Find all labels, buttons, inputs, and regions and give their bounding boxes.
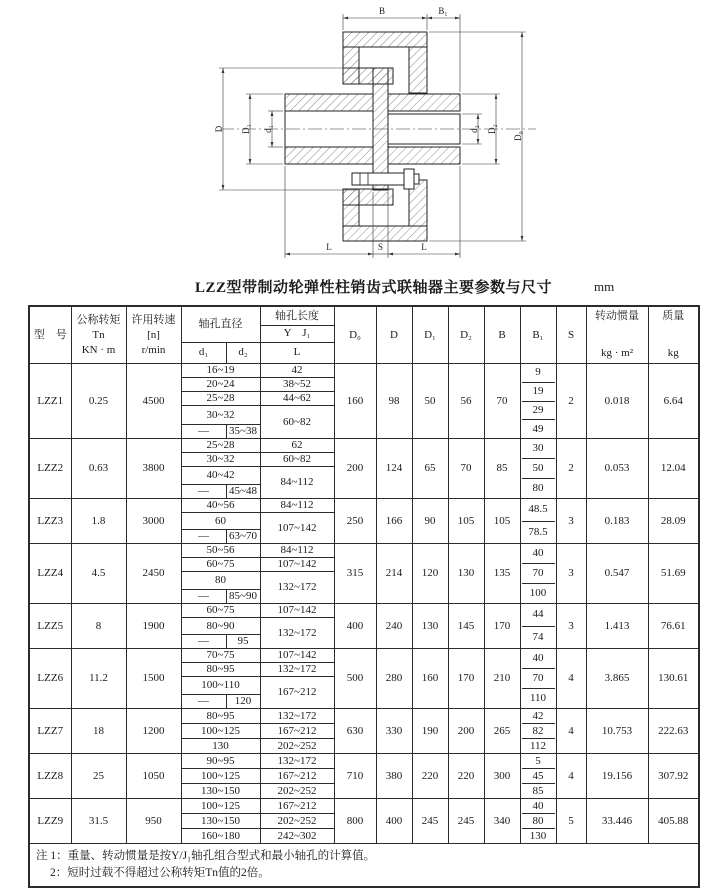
bore-range-cell: 130~150 (181, 784, 260, 799)
bore-range-cell: 20~24 (181, 378, 260, 392)
B-cell: 340 (484, 799, 520, 844)
B1-values-cell (520, 709, 556, 754)
S-cell: 3 (556, 604, 586, 649)
B1-values-cell (520, 604, 556, 649)
B-cell: 85 (484, 439, 520, 499)
D0-cell: 500 (334, 649, 376, 709)
length-cell: 107~142 (260, 604, 334, 618)
B1-value: 45 (522, 769, 555, 784)
inertia-cell: 3.865 (586, 649, 648, 709)
inertia-cell: 0.018 (586, 364, 648, 439)
B1-value: 40 (522, 649, 555, 669)
bore-range-cell: 100~125 (181, 724, 260, 739)
table-row (29, 544, 699, 558)
D2-cell: 130 (448, 544, 484, 604)
note-2: 2：短时过载不得超过公称转矩Tn值的2倍。 (50, 867, 270, 879)
B-cell: 105 (484, 499, 520, 544)
B1-value: 85 (532, 784, 544, 797)
bore-range-cell: 80~95 (181, 709, 260, 724)
D-cell: 214 (376, 544, 412, 604)
length-cell: 167~212 (260, 799, 334, 814)
speed-cell: 3000 (126, 499, 181, 544)
bore-range-cell: 130 (181, 739, 260, 754)
drum-rim-top (343, 32, 427, 47)
D-cell: 240 (376, 604, 412, 649)
header-D1: D₁ (412, 306, 448, 364)
page-title: LZZ型带制动轮弹性柱销齿式联轴器主要参数与尺寸 (195, 280, 553, 296)
speed-cell: 3800 (126, 439, 181, 499)
mass-cell: 130.61 (648, 649, 699, 709)
bore-range-cell: 80~95 (181, 663, 260, 677)
drum-wall-right-top (409, 47, 427, 93)
header-d1: d₁ (181, 342, 226, 363)
bore-range-cell: 60~75 (181, 604, 260, 618)
B1-value: 30 (522, 439, 555, 459)
speed-cell: 1200 (126, 709, 181, 754)
model-cell: LZZ1 (29, 364, 71, 439)
length-cell: 167~212 (260, 677, 334, 709)
bore-range-cell: 160~180 (181, 829, 260, 844)
D1-cell: 160 (412, 649, 448, 709)
length-cell: 202~252 (260, 784, 334, 799)
length-cell: 107~142 (260, 558, 334, 572)
pin-end (414, 174, 419, 184)
length-cell: 107~142 (260, 513, 334, 544)
mass-cell: 222.63 (648, 709, 699, 754)
model-cell: LZZ3 (29, 499, 71, 544)
B-cell: 210 (484, 649, 520, 709)
D0-cell: 200 (334, 439, 376, 499)
dim-label-b1: B₁ (438, 6, 448, 16)
header-inertia: 转动惯量 kg · m² (586, 306, 648, 364)
D2-cell: 105 (448, 499, 484, 544)
inertia-cell: 0.547 (586, 544, 648, 604)
B1-value: 42 (522, 709, 555, 724)
D1-cell: 220 (412, 754, 448, 799)
B1-value: 70 (522, 669, 555, 689)
torque-cell: 8 (71, 604, 126, 649)
dim-label-d1-cap: D₁ (241, 124, 251, 134)
length-cell: 167~212 (260, 769, 334, 784)
bore-range-cell: 40~56 (181, 499, 260, 513)
B1-value: 112 (529, 739, 547, 752)
torque-cell: 25 (71, 754, 126, 799)
B1-value: 78.5 (528, 525, 548, 538)
bore-range-cell: 80 (181, 572, 260, 590)
B1-value: 74 (532, 630, 544, 643)
bore-range-cell: 100~125 (181, 799, 260, 814)
S-cell: 5 (556, 799, 586, 844)
S-cell: 3 (556, 499, 586, 544)
header-d2: d₂ (226, 342, 260, 363)
torque-cell: 11.2 (71, 649, 126, 709)
torque-cell: 1.8 (71, 499, 126, 544)
speed-cell: 1500 (126, 649, 181, 709)
D0-cell: 315 (334, 544, 376, 604)
bore-range-cell: 60~75 (181, 558, 260, 572)
B1-value: 70 (522, 564, 555, 584)
D1-cell: 90 (412, 499, 448, 544)
D1-cell: 65 (412, 439, 448, 499)
length-cell: 132~172 (260, 709, 334, 724)
header-model: 型 号 (29, 306, 71, 364)
header-mass: 质量 kg (648, 306, 699, 364)
title-row (0, 276, 726, 302)
bore-range-cell: 30~32 (181, 406, 260, 425)
D1-cell: 50 (412, 364, 448, 439)
D2-cell: 200 (448, 709, 484, 754)
B1-values-cell (520, 799, 556, 844)
flange-web (373, 68, 388, 190)
speed-cell: 1050 (126, 754, 181, 799)
speed-cell: 2450 (126, 544, 181, 604)
B1-value: 80 (522, 814, 555, 829)
torque-cell: 4.5 (71, 544, 126, 604)
mass-cell: 307.92 (648, 754, 699, 799)
B1-value: 49 (532, 422, 544, 435)
D-cell: 124 (376, 439, 412, 499)
coupling-section-drawing (210, 4, 546, 272)
bore-d1-cell: — (181, 695, 226, 709)
header-bore-length: 轴孔长度 (260, 306, 334, 326)
D0-cell: 630 (334, 709, 376, 754)
dim-label-d2-cap: D₂ (487, 124, 497, 134)
length-cell: 132~172 (260, 663, 334, 677)
length-cell: 62 (260, 439, 334, 453)
B-cell: 135 (484, 544, 520, 604)
table-row (29, 709, 699, 724)
table-row (29, 754, 699, 769)
mass-cell: 6.64 (648, 364, 699, 439)
left-hub-top (285, 94, 373, 111)
bore-d1-cell: — (181, 530, 226, 544)
B1-value: 50 (522, 459, 555, 479)
inertia-cell: 0.053 (586, 439, 648, 499)
dim-label-l-right: L (421, 242, 427, 252)
model-cell: LZZ5 (29, 604, 71, 649)
S-cell: 2 (556, 364, 586, 439)
dim-label-d0: D₀ (513, 131, 523, 141)
right-hub-bottom (388, 147, 460, 164)
B1-value: 5 (522, 754, 555, 769)
length-cell: 60~82 (260, 453, 334, 467)
B1-value: 48.5 (522, 499, 555, 522)
mass-cell: 51.69 (648, 544, 699, 604)
D0-cell: 800 (334, 799, 376, 844)
D-cell: 280 (376, 649, 412, 709)
speed-cell: 1900 (126, 604, 181, 649)
bore-range-cell: 90~95 (181, 754, 260, 769)
B1-value: 40 (522, 799, 555, 814)
S-cell: 4 (556, 754, 586, 799)
B-cell: 300 (484, 754, 520, 799)
B1-value: 130 (529, 829, 547, 842)
note-1: 注 1：重量、转动惯量是按Y/J₁轴孔组合型式和最小轴孔的计算值。 (36, 850, 376, 862)
B1-value: 44 (522, 604, 555, 627)
mass-cell: 76.61 (648, 604, 699, 649)
B1-values-cell (520, 754, 556, 799)
header-D2: D₂ (448, 306, 484, 364)
D2-cell: 245 (448, 799, 484, 844)
bore-range-cell: 25~28 (181, 439, 260, 453)
dim-label-s: S (377, 242, 384, 252)
D0-cell: 400 (334, 604, 376, 649)
B1-value: 29 (522, 402, 555, 421)
D1-cell: 190 (412, 709, 448, 754)
B1-values-cell (520, 649, 556, 709)
D-cell: 98 (376, 364, 412, 439)
bore-range-cell: 130~150 (181, 814, 260, 829)
bore-d2-cell: 120 (226, 695, 260, 709)
S-cell: 4 (556, 649, 586, 709)
header-bore-diameter: 轴孔直径 (181, 306, 260, 342)
bore-range-cell: 100~125 (181, 769, 260, 784)
D2-cell: 56 (448, 364, 484, 439)
inertia-cell: 1.413 (586, 604, 648, 649)
length-cell: 202~252 (260, 739, 334, 754)
torque-cell: 0.25 (71, 364, 126, 439)
table-notes (29, 844, 699, 888)
technical-drawing (210, 4, 546, 272)
D0-cell: 160 (334, 364, 376, 439)
S-cell: 4 (556, 709, 586, 754)
bore-range-cell: 50~56 (181, 544, 260, 558)
bore-d1-cell: — (181, 590, 226, 604)
table-row (29, 499, 699, 513)
length-cell: 132~172 (260, 572, 334, 604)
dim-label-d1-small: d₁ (263, 125, 273, 133)
B-cell: 170 (484, 604, 520, 649)
bore-range-cell: 70~75 (181, 649, 260, 663)
D-cell: 166 (376, 499, 412, 544)
bore-range-cell: 25~28 (181, 392, 260, 406)
D1-cell: 120 (412, 544, 448, 604)
model-cell: LZZ6 (29, 649, 71, 709)
length-cell: 132~172 (260, 618, 334, 649)
table-row (29, 649, 699, 663)
bore-d2-cell: 35~38 (226, 425, 260, 439)
model-cell: LZZ7 (29, 709, 71, 754)
header-speed: 许用转速 [n] r/min (126, 306, 181, 364)
dim-label-l-left: L (326, 242, 332, 252)
inertia-cell: 19.156 (586, 754, 648, 799)
D0-cell: 250 (334, 499, 376, 544)
model-cell: LZZ4 (29, 544, 71, 604)
length-cell: 84~112 (260, 499, 334, 513)
B1-value: 80 (532, 482, 544, 494)
parameter-table (28, 305, 700, 888)
B1-value: 110 (529, 692, 547, 704)
table-row (29, 439, 699, 453)
bore-d1-cell: — (181, 485, 226, 499)
S-cell: 2 (556, 439, 586, 499)
right-hub-top (388, 94, 460, 111)
D2-cell: 70 (448, 439, 484, 499)
bore-range-cell: 60 (181, 513, 260, 530)
header-torque: 公称转矩 Tn KN · m (71, 306, 126, 364)
header-S: S (556, 306, 586, 364)
B-cell: 265 (484, 709, 520, 754)
B1-values-cell (520, 439, 556, 499)
D1-cell: 130 (412, 604, 448, 649)
table-row (29, 364, 699, 378)
table-row (29, 604, 699, 618)
header-B: B (484, 306, 520, 364)
bore-d2-cell: 63~70 (226, 530, 260, 544)
B1-values-cell (520, 364, 556, 439)
table-row (29, 799, 699, 814)
length-cell: 42 (260, 364, 334, 378)
header-B1: B₁ (520, 306, 556, 364)
torque-cell: 18 (71, 709, 126, 754)
length-cell: 44~62 (260, 392, 334, 406)
length-cell: 132~172 (260, 754, 334, 769)
torque-cell: 0.63 (71, 439, 126, 499)
D2-cell: 170 (448, 649, 484, 709)
header-D0: D₀ (334, 306, 376, 364)
B-cell: 70 (484, 364, 520, 439)
bore-d1-cell: — (181, 635, 226, 649)
mass-cell: 12.04 (648, 439, 699, 499)
model-cell: LZZ2 (29, 439, 71, 499)
model-cell: LZZ8 (29, 754, 71, 799)
bore-range-cell: 100~110 (181, 677, 260, 695)
dim-label-d2-small: d₂ (469, 125, 479, 133)
bore-range-cell: 40~42 (181, 467, 260, 485)
mass-cell: 405.88 (648, 799, 699, 844)
bore-range-cell: 80~90 (181, 618, 260, 635)
mass-cell: 28.09 (648, 499, 699, 544)
B1-value: 9 (522, 364, 555, 383)
model-cell: LZZ9 (29, 799, 71, 844)
unit-label: mm (594, 279, 615, 294)
inertia-cell: 0.183 (586, 499, 648, 544)
dim-label-b: B (378, 6, 386, 16)
dim-label-d-cap: D (214, 125, 224, 133)
header-yj1: Y J₁ (260, 326, 334, 342)
B1-value: 19 (522, 383, 555, 402)
bore-range-cell: 16~19 (181, 364, 260, 378)
length-cell: 242~302 (260, 829, 334, 844)
drum-rim-bottom (343, 226, 427, 241)
length-cell: 167~212 (260, 724, 334, 739)
length-cell: 38~52 (260, 378, 334, 392)
pin-nut (404, 169, 414, 189)
speed-cell: 4500 (126, 364, 181, 439)
D2-cell: 145 (448, 604, 484, 649)
D2-cell: 220 (448, 754, 484, 799)
D1-cell: 245 (412, 799, 448, 844)
S-cell: 3 (556, 544, 586, 604)
B1-value: 40 (522, 544, 555, 564)
inertia-cell: 33.446 (586, 799, 648, 844)
B1-value: 82 (522, 724, 555, 739)
length-cell: 60~82 (260, 406, 334, 439)
drum-disc-bottom (343, 189, 393, 205)
D0-cell: 710 (334, 754, 376, 799)
B1-value: 100 (529, 587, 547, 599)
torque-cell: 31.5 (71, 799, 126, 844)
inertia-cell: 10.753 (586, 709, 648, 754)
bore-d1-cell: — (181, 425, 226, 439)
table-body (29, 364, 699, 844)
left-hub-bottom (285, 147, 373, 164)
table-header (29, 306, 699, 364)
bore-d2-cell: 95 (226, 635, 260, 649)
header-L: L (260, 342, 334, 363)
length-cell: 107~142 (260, 649, 334, 663)
D-cell: 380 (376, 754, 412, 799)
bore-d2-cell: 45~48 (226, 485, 260, 499)
header-D: D (376, 306, 412, 364)
speed-cell: 950 (126, 799, 181, 844)
bore-range-cell: 30~32 (181, 453, 260, 467)
B1-values-cell (520, 544, 556, 604)
length-cell: 84~112 (260, 544, 334, 558)
D-cell: 330 (376, 709, 412, 754)
bore-d2-cell: 85~90 (226, 590, 260, 604)
length-cell: 202~252 (260, 814, 334, 829)
B1-values-cell (520, 499, 556, 544)
D-cell: 400 (376, 799, 412, 844)
length-cell: 84~112 (260, 467, 334, 499)
